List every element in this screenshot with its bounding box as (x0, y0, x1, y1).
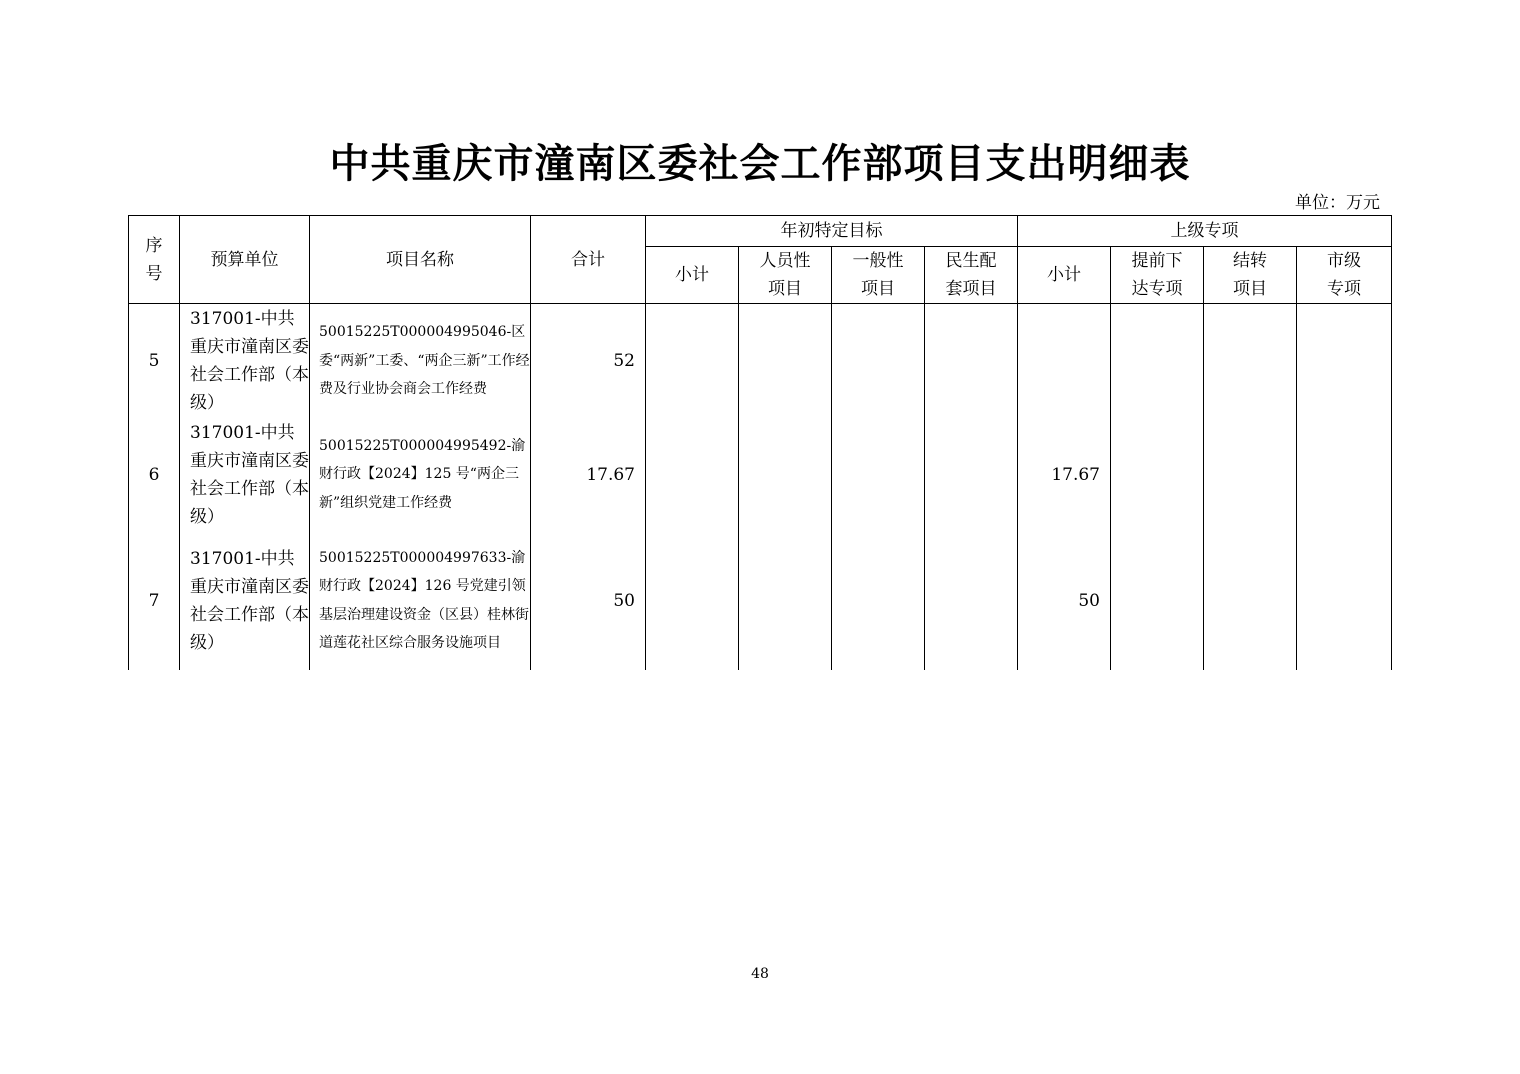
header-total: 合计 (531, 216, 646, 304)
row-seq: 7 (129, 532, 180, 670)
row-sup-municipal (1297, 532, 1392, 670)
row-sup-subtotal (1018, 304, 1111, 418)
row-init-subtotal (646, 418, 739, 532)
row-sup-municipal (1297, 418, 1392, 532)
header-project-name: 项目名称 (310, 216, 531, 304)
row-init-subtotal (646, 304, 739, 418)
row-init-livelihood (925, 304, 1018, 418)
header-init-personnel: 人员性项目 (739, 247, 832, 304)
row-init-livelihood (925, 418, 1018, 532)
row-unit: 317001-中共重庆市潼南区委社会工作部（本级） (180, 304, 310, 418)
document-title: 中共重庆市潼南区委社会工作部项目支出明细表 (329, 140, 1191, 187)
row-init-general (832, 418, 925, 532)
row-total: 52 (531, 304, 646, 418)
row-project: 50015225T000004995492-渝财行政【2024】125 号“两企三新”组织党建工作经费 (310, 418, 531, 532)
row-sup-advance (1111, 532, 1204, 670)
header-sup-carryover: 结转项目 (1204, 247, 1297, 304)
row-init-livelihood (925, 532, 1018, 670)
row-init-subtotal (646, 532, 739, 670)
row-project: 50015225T000004997633-渝财行政【2024】126 号党建引领基层治理建设资金（区县）桂林街道莲花社区综合服务设施项目 (310, 532, 531, 670)
header-sup-advance: 提前下达专项 (1111, 247, 1204, 304)
header-group-initial: 年初特定目标 (646, 216, 1018, 247)
row-sup-subtotal: 17.67 (1018, 418, 1111, 532)
row-sup-advance (1111, 304, 1204, 418)
row-seq: 5 (129, 304, 180, 418)
unit-label: 单位：万元 (1295, 193, 1380, 213)
header-init-subtotal: 小计 (646, 247, 739, 304)
page-number: 48 (751, 966, 769, 982)
header-group-superior: 上级专项 (1018, 216, 1392, 247)
header-sup-subtotal: 小计 (1018, 247, 1111, 304)
row-sup-carryover (1204, 418, 1297, 532)
row-unit: 317001-中共重庆市潼南区委社会工作部（本级） (180, 532, 310, 670)
header-budget-unit: 预算单位 (180, 216, 310, 304)
row-sup-carryover (1204, 532, 1297, 670)
row-init-general (832, 304, 925, 418)
row-sup-municipal (1297, 304, 1392, 418)
row-total: 17.67 (531, 418, 646, 532)
header-init-general: 一般性项目 (832, 247, 925, 304)
row-init-personnel (739, 418, 832, 532)
row-project: 50015225T000004995046-区委“两新”工委、“两企三新”工作经费及行业协会商会工作经费 (310, 304, 531, 418)
row-sup-advance (1111, 418, 1204, 532)
row-sup-carryover (1204, 304, 1297, 418)
row-unit: 317001-中共重庆市潼南区委社会工作部（本级） (180, 418, 310, 532)
header-init-livelihood: 民生配套项目 (925, 247, 1018, 304)
table-row (129, 418, 1392, 532)
row-init-personnel (739, 304, 832, 418)
row-seq: 6 (129, 418, 180, 532)
header-seq: 序号 (129, 216, 180, 304)
row-sup-subtotal: 50 (1018, 532, 1111, 670)
row-init-personnel (739, 532, 832, 670)
row-init-general (832, 532, 925, 670)
header-sup-municipal: 市级专项 (1297, 247, 1392, 304)
expenditure-table (128, 215, 1392, 670)
row-total: 50 (531, 532, 646, 670)
table-row (129, 532, 1392, 670)
table-row (129, 304, 1392, 418)
